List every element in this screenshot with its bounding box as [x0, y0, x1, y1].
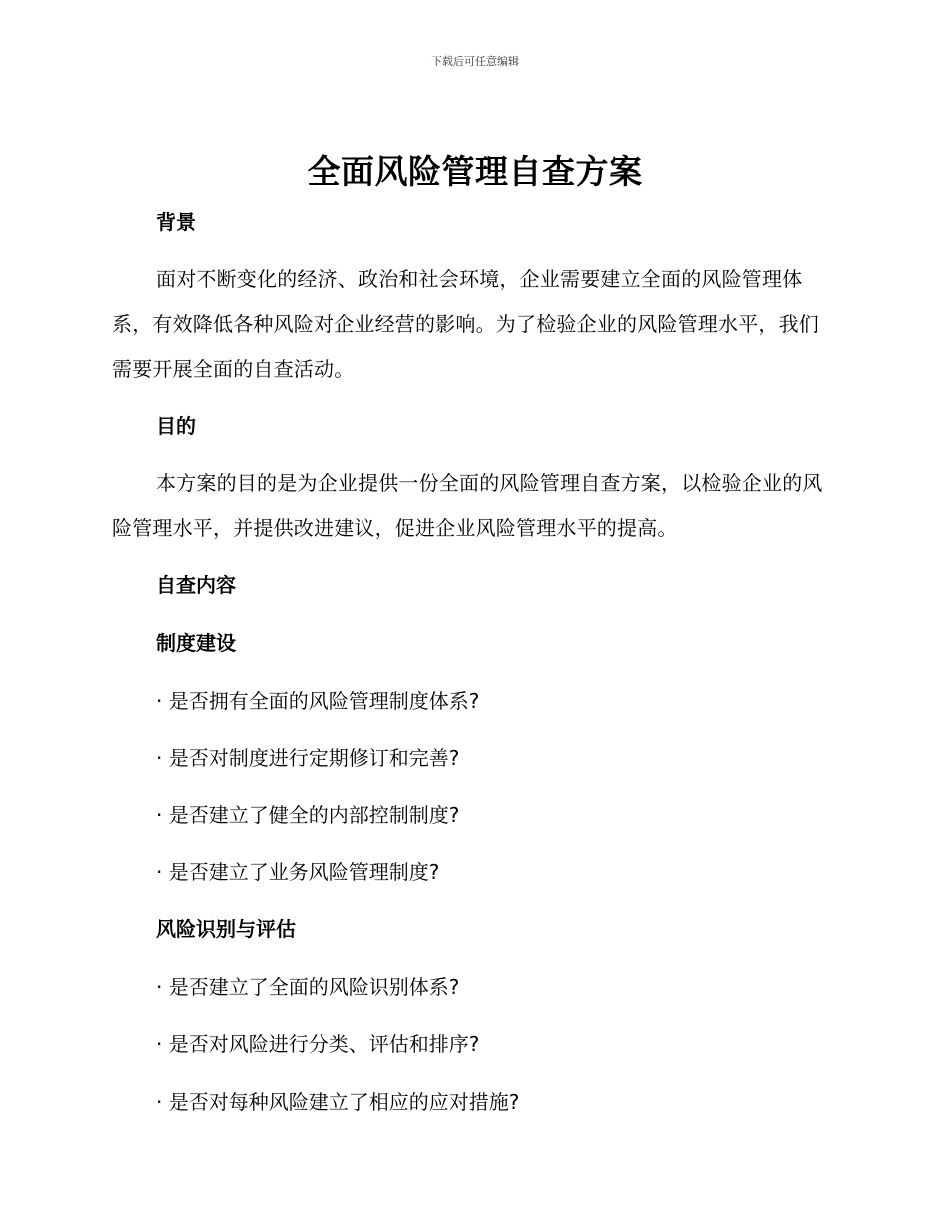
list-item: · 是否对制度进行定期修订和完善?: [156, 746, 460, 770]
list-item: · 是否对风险进行分类、评估和排序?: [156, 1032, 480, 1056]
list-item: · 是否拥有全面的风险管理制度体系?: [156, 689, 480, 713]
heading-background: 背景: [156, 210, 196, 234]
heading-content: 自查内容: [156, 573, 236, 597]
document-title: 全面风险管理自查方案: [307, 152, 643, 191]
paragraph-background: 面对不断变化的经济、政治和社会环境，企业需要建立全面的风险管理体系，有效降低各种风险对企业经营的影响。为了检验企业的风险管理水平，我们需要开展全面的自查活动。: [112, 267, 819, 381]
list-item: · 是否建立了全面的风险识别体系?: [156, 975, 460, 999]
list-item: · 是否建立了业务风险管理制度?: [156, 860, 440, 884]
list-item: · 是否对每种风险建立了相应的应对措施?: [156, 1090, 520, 1114]
header-note: 下载后可任意编辑: [431, 55, 519, 68]
paragraph-purpose: 本方案的目的是为企业提供一份全面的风险管理自查方案，以检验企业的风险管理水平，并提供改进建议，促进企业风险管理水平的提高。: [112, 471, 823, 540]
heading-risk-identification: 风险识别与评估: [156, 917, 296, 941]
heading-system-building: 制度建设: [156, 631, 236, 655]
list-item: · 是否建立了健全的内部控制制度?: [156, 803, 460, 827]
heading-purpose: 目的: [156, 414, 196, 438]
